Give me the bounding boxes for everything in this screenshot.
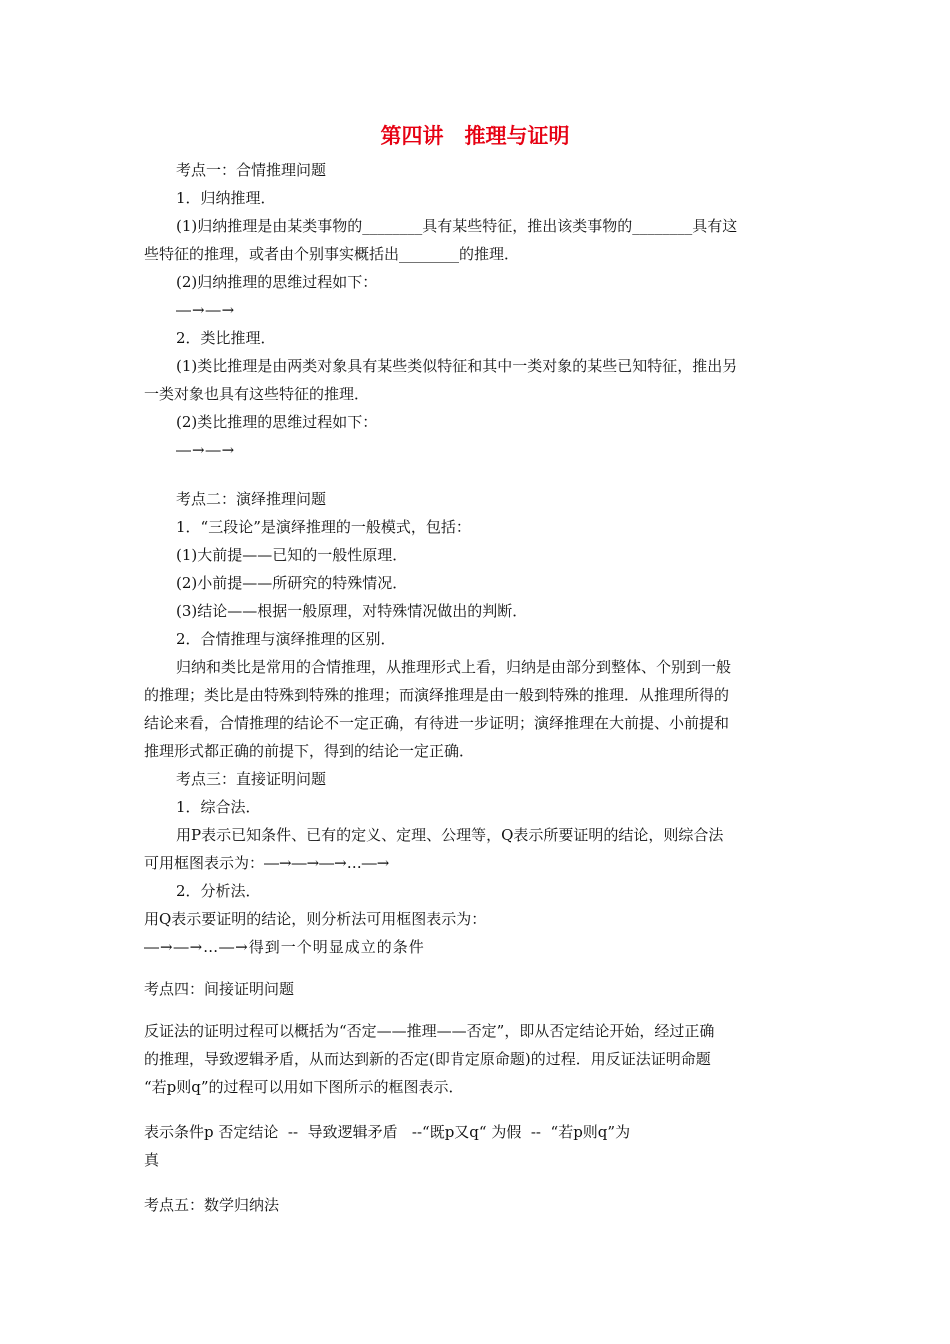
paragraph-line: (2)类比推理的思维过程如下： [176,413,378,431]
paragraph-line: 一类对象也具有这些特征的推理． [144,385,370,403]
paragraph-line: (2)小前提——所研究的特殊情况． [176,574,408,592]
paragraph-line: 表示条件p 否定结论 -- 导致逻辑矛盾 --“既p又q“ 为假 -- “若p则q”为 [144,1123,631,1141]
paragraph-line: ―→―→…―→得到一个明显成立的条件 [144,938,425,956]
subheading: 1．归纳推理． [176,189,276,207]
paragraph-line: (1)大前提——已知的一般性原理． [176,546,408,564]
paragraph-line: (2)归纳推理的思维过程如下： [176,273,378,291]
paragraph-line: 反证法的证明过程可以概括为“否定——推理——否定”，即从否定结论开始，经过正确 [144,1022,715,1040]
paragraph-line: 归纳和类比是常用的合情推理，从推理形式上看，归纳是由部分到整体、个别到一般 [176,658,732,676]
paragraph-line: (3)结论——根据一般原理，对特殊情况做出的判断． [176,602,528,620]
paragraph-line: 用P表示已知条件、已有的定义、定理、公理等，Q表示所要证明的结论，则综合法 [176,826,724,844]
flow-arrows: ―→―→ [176,301,236,319]
section-heading: 考点四：间接证明问题 [144,980,295,998]
paragraph-line: 的推理；类比是由特殊到特殊的推理；而演绎推理是由一般到特殊的推理．从推理所得的 [144,686,730,704]
paragraph-line: 1．“三段论”是演绎推理的一般模式，包括： [176,518,471,536]
paragraph-line: 推理形式都正确的前提下，得到的结论一定正确． [144,742,475,760]
page-title: 第四讲 推理与证明 [380,124,570,148]
subheading: 2．合情推理与演绎推理的区别． [176,630,396,648]
paragraph-line: 可用框图表示为：―→―→―→…―→ [144,854,390,872]
section-heading: 考点一：合情推理问题 [176,161,327,179]
section-heading: 考点三：直接证明问题 [176,770,327,788]
subheading: 1．综合法． [176,798,261,816]
paragraph-line: “若p则q”的过程可以用如下图所示的框图表示． [144,1078,464,1096]
paragraph-line: 真 [144,1151,160,1169]
flow-arrows: ―→―→ [176,441,236,459]
section-heading: 考点二：演绎推理问题 [176,490,327,508]
paragraph-line: 结论来看，合情推理的结论不一定正确，有待进一步证明；演绎推理在大前提、小前提和 [144,714,730,732]
paragraph-line: (1)归纳推理是由某类事物的________具有某些特征，推出该类事物的________具有这 [176,217,738,235]
paragraph-line: 的推理，导致逻辑矛盾，从而达到新的否定(即肯定原命题)的过程．用反证法证明命题 [144,1050,711,1068]
paragraph-line: 些特征的推理，或者由个别事实概括出________的推理． [144,245,520,263]
paragraph-line: 用Q表示要证明的结论，则分析法可用框图表示为： [144,910,487,928]
subheading: 2．类比推理． [176,329,276,347]
section-heading: 考点五：数学归纳法 [144,1196,280,1214]
paragraph-line: (1)类比推理是由两类对象具有某些类似特征和其中一类对象的某些已知特征，推出另 [176,357,738,375]
subheading: 2．分析法． [176,882,261,900]
